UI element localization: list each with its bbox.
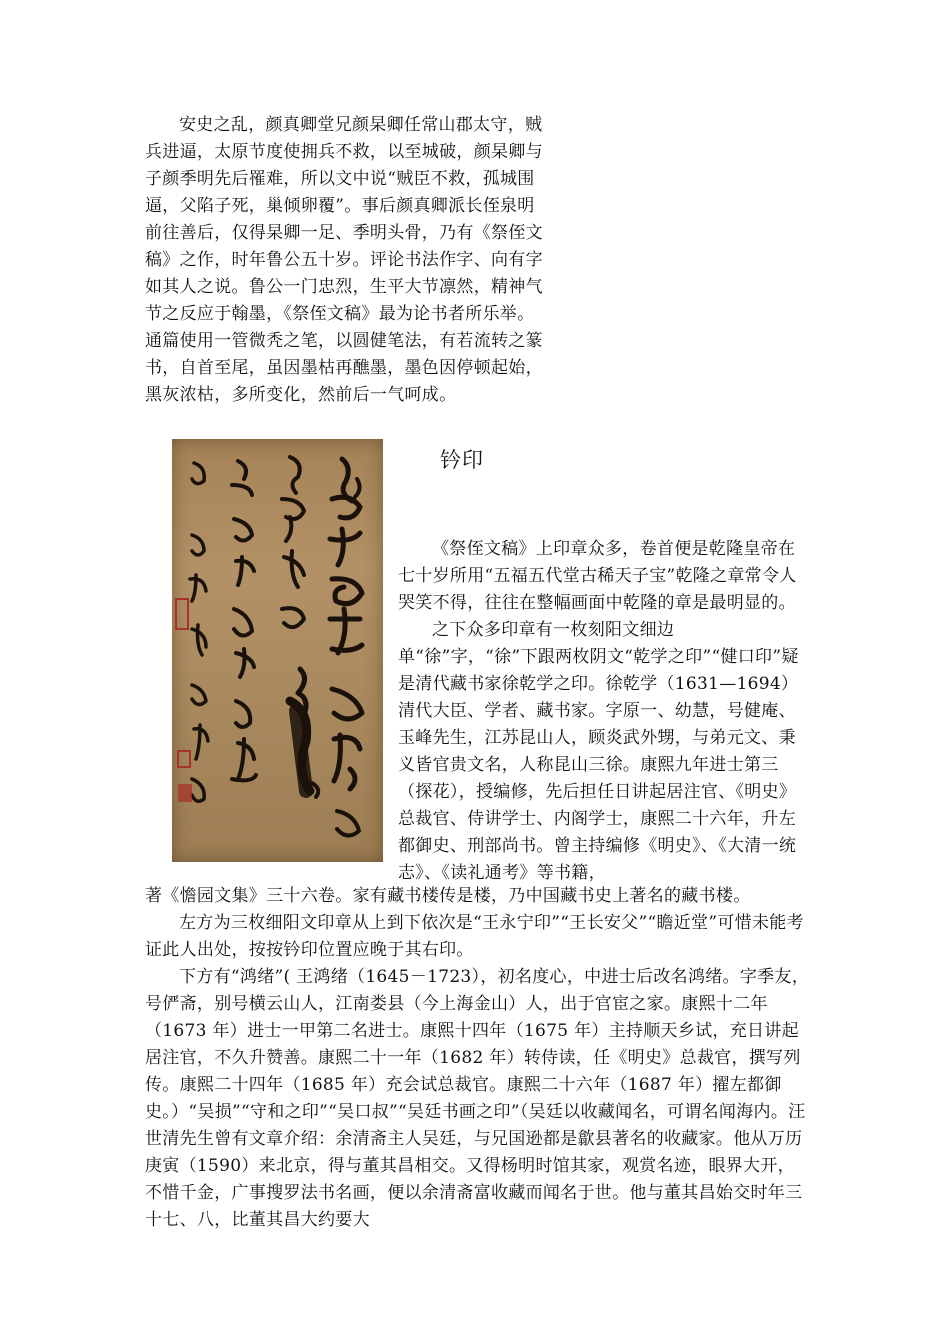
- seals-paragraph-4: 下方有“鸿绪”( 王鸿绪（1645－1723），初名度心，中进士后改名鸿绪。字季友，号俨斋，别号横云山人，江南娄县（今上海金山）人，出于官宦之家。康熙十二年（1673 年）进士一甲第二名进士。康熙十四年（1675 年）主持顺天乡试，充日讲起居注官，不久升赞善。康熙二十一年（1682 年）转侍读，任《明史》总裁官，撰写列传。康熙二十四年（1685 年）充会试总裁官。康熙二十六年（1687 年）擢左都御史。）“吴损”“守和之印”“吴口叔”“吴廷书画之印”（吴廷以收藏闻名，可谓名闻海内。汪世清先生曾有文章介绍：余清斋主人吴廷，与兄国逊都是歙县著名的收藏家。他从万历庚寅（1590）来北京，得与董其昌相交。又得杨明时馆其家，观赏名迹，眼界大开，不惜千金，广事搜罗法书名画，便以余清斋富收藏而闻名于世。他与董其昌始交时年三十七、八，比董其昌大约要大: [145, 967, 810, 1230]
- calligraphy-artwork: [172, 439, 383, 862]
- full-width-text: [145, 883, 810, 1234]
- section-heading: 钤印: [440, 448, 484, 472]
- right-text-column: [398, 536, 808, 887]
- seals-paragraph-2-continued: 著《憺园文集》三十六卷。家有藏书楼传是楼，乃中国藏书史上著名的藏书楼。: [145, 886, 751, 906]
- intro-paragraph: 安史之乱，颜真卿堂兄颜杲卿任常山郡太守，贼兵进逼，太原节度使拥兵不救，以至城破，颜杲卿与子颜季明先后罹难，所以文中说“贼臣不救，孤城围逼，父陷子死，巢倾卵覆”。事后颜真卿派长侄泉明前往善后，仅得杲卿一足、季明头骨，乃有《祭侄文稿》之作，时年鲁公五十岁。评论书法作字、向有字如其人之说。鲁公一门忠烈，生平大节凛然，精神气节之反应于翰墨，《祭侄文稿》最为论书者所乐举。通篇使用一管微秃之笔，以圆健笔法，有若流转之篆书，自首至尾，虽因墨枯再醮墨，墨色因停顿起始，黑灰浓枯，多所变化，然前后一气呵成。: [145, 115, 543, 405]
- seals-paragraph-1: 《祭侄文稿》上印章众多，卷首便是乾隆皇帝在七十岁所用“五福五代堂古稀天子宝”乾隆之章常令人哭笑不得，往往在整幅画面中乾隆的章是最明显的。: [398, 539, 797, 613]
- calligraphy-image: [172, 439, 383, 862]
- seals-paragraph-3: 左方为三枚细阳文印章从上到下依次是“王永宁印”“王长安父”“瞻近堂”可惜未能考证此人出处，按按钤印位置应晚于其右印。: [145, 913, 804, 960]
- seals-paragraph-2: 之下众多印章有一枚刻阳文细边单“徐”字，“徐”下跟两枚阴文“乾学之印”“健口印”疑是清代藏书家徐乾学之印。徐乾学（1631—1694）清代大臣、学者、藏书家。字原一、幼慧，号健庵、玉峰先生，江苏昆山人，顾炎武外甥，与弟元文、秉义皆官贵文名，人称昆山三徐。康熙九年进士第三（探花），授编修，先后担任日讲起居注官、《明史》总裁官、侍讲学士、内阁学士，康熙二十六年，升左都御史、刑部尚书。曾主持编修《明史》、《大清一统志》、《读礼通考》等书籍，: [398, 620, 799, 883]
